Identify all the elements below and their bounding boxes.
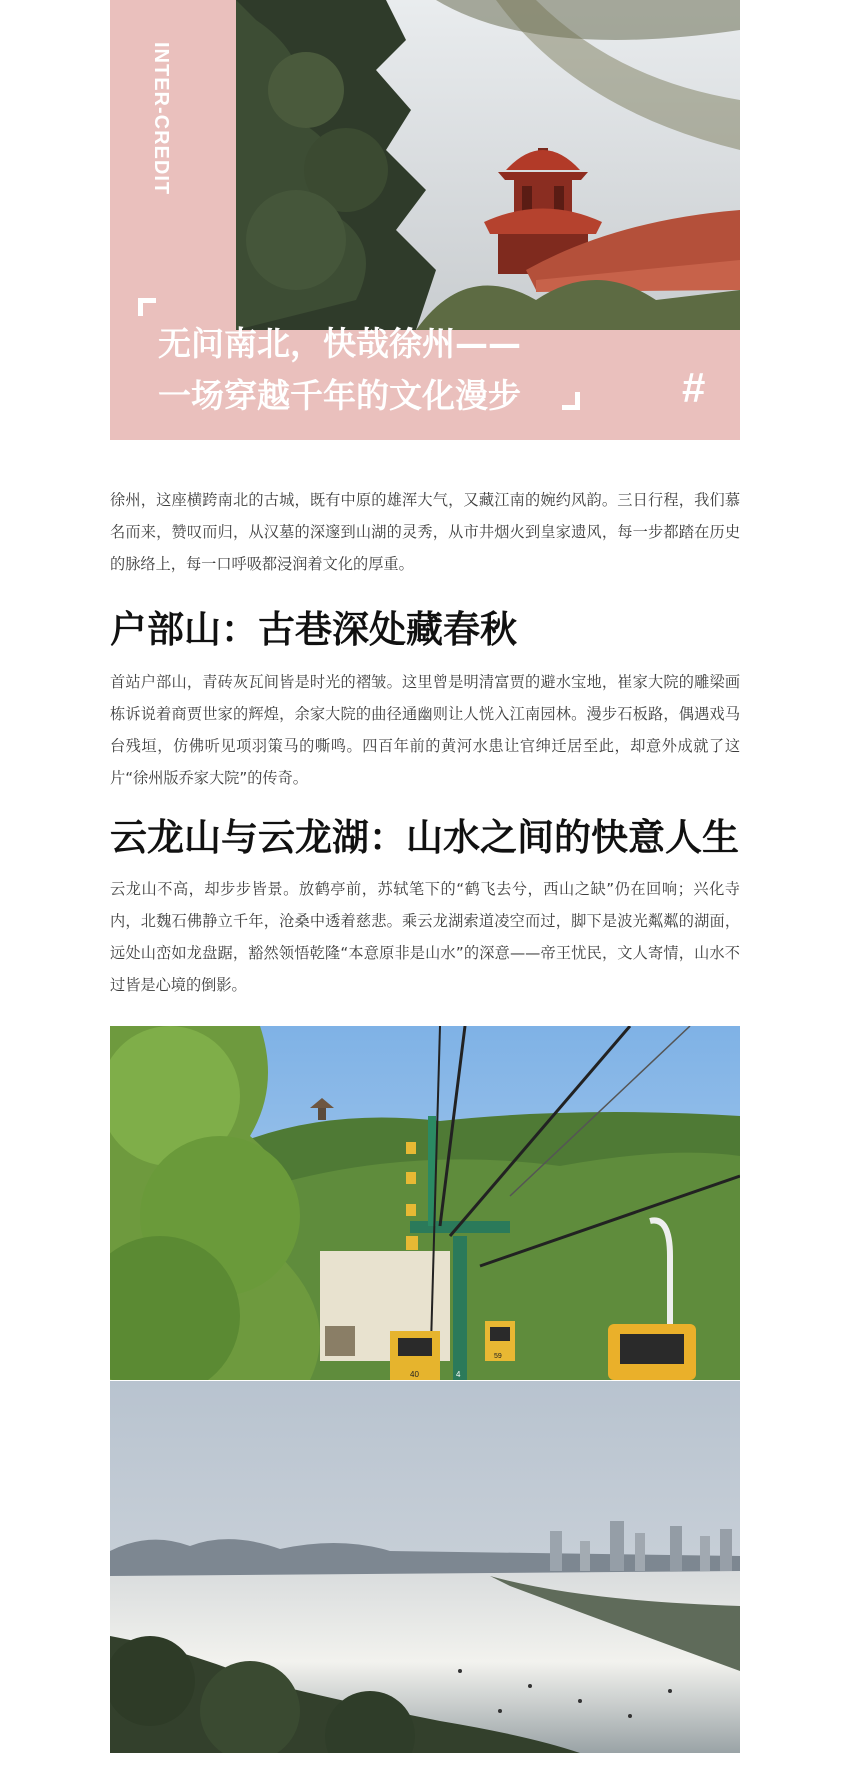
gondola-number-59: 59 (494, 1353, 502, 1360)
hero-pagoda-photo (236, 0, 740, 330)
open-bracket-mark (138, 298, 156, 316)
section-hubushan-body (110, 666, 740, 794)
close-bracket-mark (562, 392, 580, 410)
yunlong-lake-photo (110, 1381, 740, 1753)
hero-title-line-1: 无问南北，快哉徐州—— (158, 324, 521, 363)
hero-title-line-2: 一场穿越千年的文化漫步 (158, 376, 521, 415)
section-heading: 云龙山与云龙湖：山水之间的快意人生 (110, 816, 739, 859)
section-paragraph: 首站户部山，青砖灰瓦间皆是时光的褶皱。这里曾是明清富贾的避水宝地，崔家大院的雕梁画栋诉说着商贾世家的辉煌，余家大院的曲径通幽则让人恍入江南园林。漫步石板路，偶遇戏马台残垣，仿佛听见项羽策马的嘶鸣。四百年前的黄河水患让官绅迁居至此，却意外成就了这片“徐州版乔家大院”的传奇。 (110, 673, 740, 787)
intro-paragraph: 徐州，这座横跨南北的古城，既有中原的雄浑大气，又藏江南的婉约风韵。三日行程，我们慕名而来，赞叹而归，从汉墓的深邃到山湖的灵秀，从市井烟火到皇家遗风，每一步都踏在历史的脉络上，每一口呼吸都浸润着文化的厚重。 (110, 491, 740, 573)
section-paragraph: 云龙山不高，却步步皆景。放鹤亭前，苏轼笔下的“鹤飞去兮，西山之缺”仍在回响；兴化寺内，北魏石佛静立千年，沧桑中透着慈悲。乘云龙湖索道凌空而过，脚下是波光粼粼的湖面，远处山峦如龙盘踞，豁然领悟乾隆“本意原非是山水”的深意——帝王忧民，文人寄情，山水不过皆是心境的倒影。 (110, 880, 740, 994)
pylon-number-4: 4 (456, 1370, 461, 1379)
section-heading: 户部山：古巷深处藏春秋 (110, 608, 517, 651)
hero-side-label: INTER-CREDIT (150, 42, 172, 196)
cable-car-photo (110, 1026, 740, 1380)
hero-banner (110, 0, 740, 440)
hash-mark: # (682, 364, 706, 411)
gondola-number-40: 40 (410, 1370, 419, 1379)
hero-title (158, 318, 678, 422)
section-yunlong (110, 812, 740, 864)
section-hubushan (110, 604, 740, 656)
section-yunlong-body (110, 873, 740, 1001)
intro-block (110, 484, 740, 580)
